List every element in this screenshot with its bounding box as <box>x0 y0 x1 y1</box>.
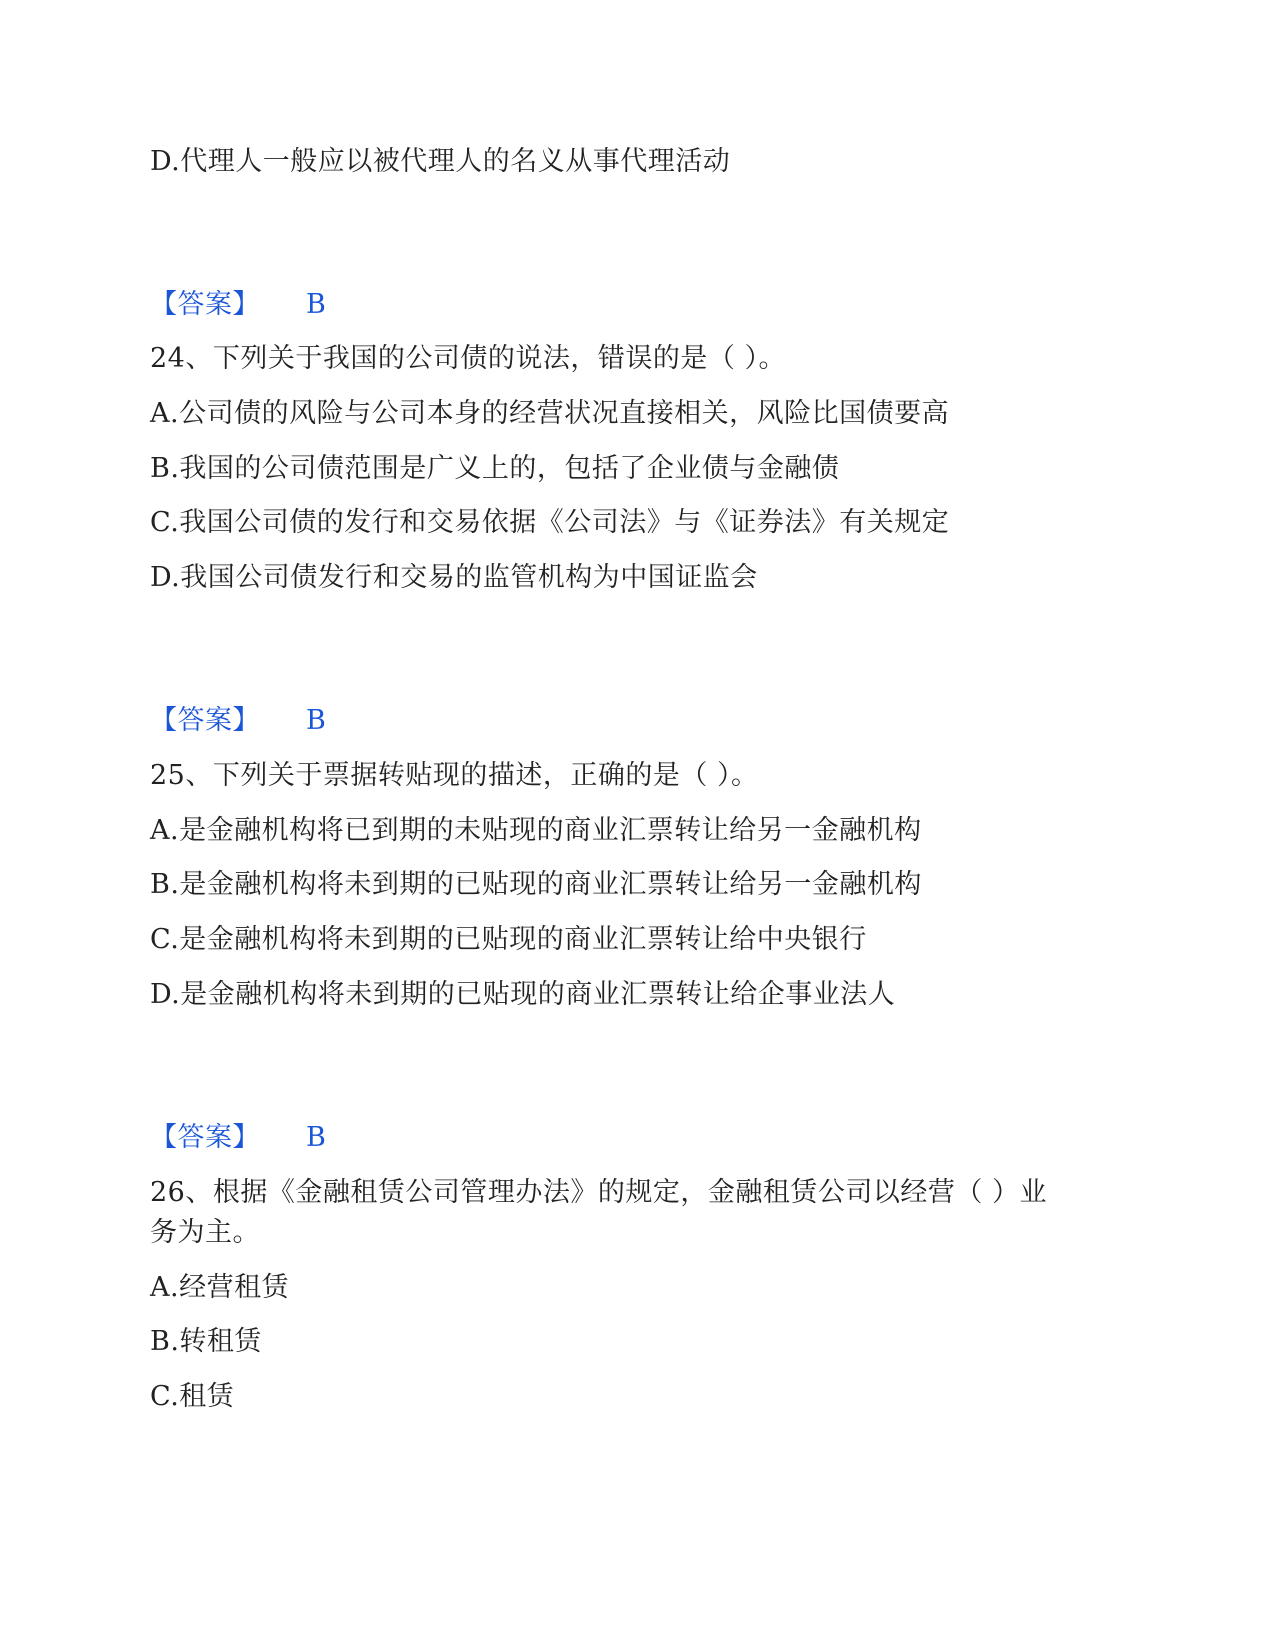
question-25-stem: 25、下列关于票据转贴现的描述，正确的是（ ）。 <box>150 760 759 791</box>
question-24-option-c: C.我国公司债的发行和交易依据《公司法》与《证券法》有关规定 <box>150 507 950 538</box>
answer-label: 【答案】 <box>150 1122 260 1153</box>
question-25-option-d: D.是金融机构将未到期的已贴现的商业汇票转让给企事业法人 <box>150 979 896 1010</box>
question-25-option-a: A.是金融机构将已到期的未贴现的商业汇票转让给另一金融机构 <box>150 815 922 846</box>
question-24-stem: 24、下列关于我国的公司债的说法，错误的是（ ）。 <box>150 343 786 374</box>
question-24-option-a: A.公司债的风险与公司本身的经营状况直接相关，风险比国债要高 <box>150 398 950 429</box>
question-24-option-b: B.我国的公司债范围是广义上的，包括了企业债与金融债 <box>150 453 840 484</box>
answer-value: B <box>306 705 327 736</box>
answer-q25 <box>150 1118 326 1158</box>
option-d-prev: D.代理人一般应以被代理人的名义从事代理活动 <box>150 146 731 177</box>
answer-value: B <box>306 1122 327 1153</box>
answer-q24 <box>150 701 326 741</box>
answer-label: 【答案】 <box>150 289 260 320</box>
answer-q23 <box>150 285 326 325</box>
question-26-stem-line1: 26、根据《金融租赁公司管理办法》的规定，金融租赁公司以经营（ ）业 <box>150 1177 1047 1208</box>
answer-value: B <box>306 289 327 320</box>
answer-label: 【答案】 <box>150 705 260 736</box>
question-25-option-b: B.是金融机构将未到期的已贴现的商业汇票转让给另一金融机构 <box>150 869 922 900</box>
question-26-stem-line2: 务为主。 <box>150 1217 260 1248</box>
question-26-option-b: B.转租赁 <box>150 1326 262 1357</box>
question-24-option-d: D.我国公司债发行和交易的监管机构为中国证监会 <box>150 562 758 593</box>
question-25-option-c: C.是金融机构将未到期的已贴现的商业汇票转让给中央银行 <box>150 924 867 955</box>
question-26-option-c: C.租赁 <box>150 1381 235 1412</box>
question-26-option-a: A.经营租赁 <box>150 1272 290 1303</box>
